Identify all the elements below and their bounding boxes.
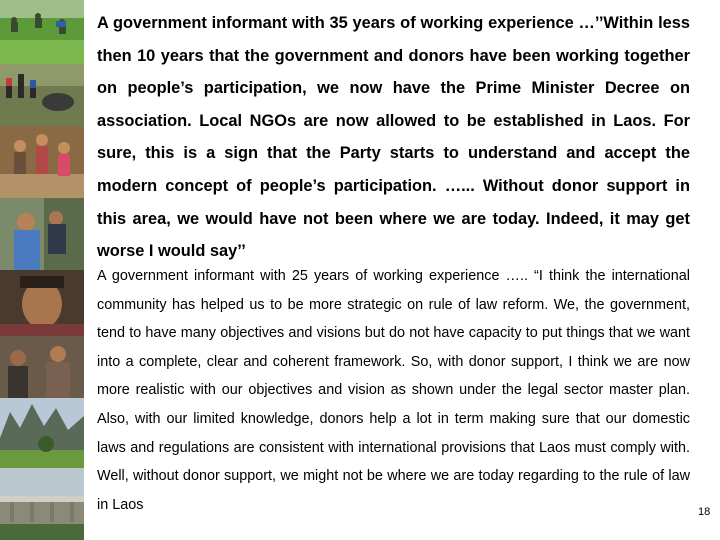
woman-with-child-photo — [0, 198, 84, 270]
villagers-meeting-photo — [0, 336, 84, 398]
rice-field-workers-photo — [0, 0, 84, 64]
photo-strip — [0, 0, 84, 540]
quote-bold-paragraph: A government informant with 35 years of working experience …’’Within less then 10 years that the government and donors have been working together on people’s participation, we now have the Prime Minister Decree on association. Local NGOs are now allowed to be established in Laos. For sure, this is a sign that the Party starts to understand and accept the modern concept of people’s participation. …... Without donor support in this area, we would have not been where we are today. Indeed, it may get worse I would say’’ — [97, 14, 690, 261]
villagers-with-buffalo-photo — [0, 64, 84, 126]
quote-regular-paragraph: A government informant with 25 years of working experience ….. “I think the international community has helped us to be more strategic on rule of law reform. We, the government, tend to have many objectives and visions but do not have capacity to put things that we want into a complete, clear and coherent framework. So, with donor support, I think we are now more realistic with our objectives and vision as shown under the legal sector master plan. Also, with our limited knowledge, donors help a lot in term making sure that our domestic laws and regulations are consistent with international provisions that Laos must comply with. Well, without donor support, we might not be where we are today regarding to the rule of law in Laos — [97, 268, 690, 513]
portrait-woman-photo — [0, 270, 84, 336]
karst-landscape-photo — [0, 398, 84, 468]
family-group-photo — [0, 126, 84, 198]
bridge-river-photo — [0, 468, 84, 540]
page-number: 18 — [698, 506, 711, 518]
